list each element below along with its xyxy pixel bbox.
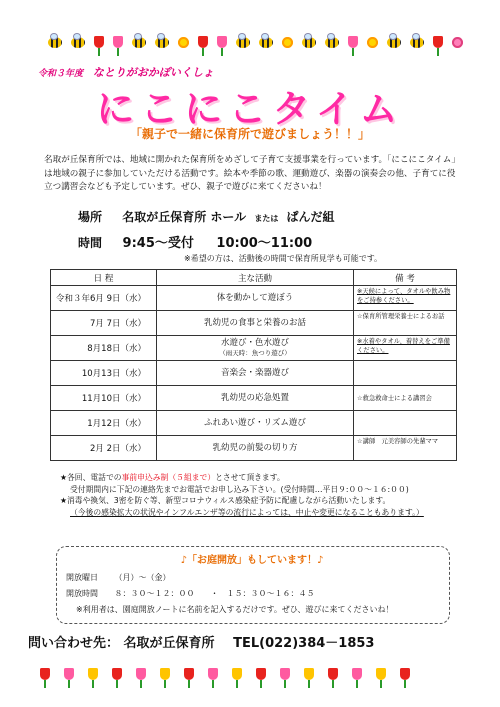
tulip-icon	[376, 668, 386, 680]
tulip-icon	[64, 668, 74, 680]
row-activity	[157, 436, 354, 461]
bee-icon	[155, 37, 169, 48]
table-row	[51, 411, 457, 436]
row-activity	[157, 411, 354, 436]
tulip-icon	[232, 668, 242, 680]
table-row	[51, 436, 457, 461]
bee-icon	[132, 37, 146, 48]
row-activity	[157, 361, 354, 386]
row-activity	[157, 386, 354, 411]
program-name: なとりがおかぽいくしょ	[92, 66, 214, 79]
row-remark	[354, 286, 457, 311]
bee-icon	[71, 37, 85, 48]
row-date: 7月 7日（水）	[51, 311, 157, 336]
table-header-row	[51, 270, 457, 286]
remark-text: ☆保育所管理栄養士によるお話	[357, 313, 445, 320]
notes-block	[60, 472, 470, 518]
row-remark	[354, 336, 457, 361]
note-line: （今後の感染拡大の状況やインフルエンザ等の流行によっては、中止や変更になることもあります。）	[70, 507, 424, 517]
contact-phone: TEL(022)384－1853	[233, 636, 375, 651]
flower-icon	[367, 37, 378, 48]
table-row	[51, 286, 457, 311]
note-highlight: 事前申込み制（５組まで）	[121, 473, 216, 482]
flower-icon	[178, 37, 189, 48]
activity-text: 乳幼児の食事と栄養のお話	[203, 318, 306, 328]
flower-icon	[282, 37, 293, 48]
schedule-table	[50, 269, 457, 461]
remark-text: ※水着やタオル、着替えをご準備ください。	[357, 338, 450, 354]
row-remark	[354, 411, 457, 436]
time-label: 時間	[78, 236, 103, 250]
note-text: とさせて頂きます。	[215, 473, 285, 482]
row-remark: ☆講師 元美容師の先輩ママ	[354, 436, 457, 461]
tulip-icon	[433, 36, 443, 48]
garden-title: ♪「お庭開放」もしています！♪	[180, 555, 324, 566]
tulip-icon	[40, 668, 50, 680]
row-date: 11月10日（水）	[51, 386, 157, 411]
header-activity: 主な活動	[157, 270, 354, 286]
place-alt: ぱんだ組	[286, 210, 335, 224]
time-session: 10:00～11:00	[216, 236, 313, 251]
garden-hours-value: ８：３０～１２：００ ・ １５：３０～１６：４５	[114, 589, 315, 598]
activity-subtext: （雨天時：魚つり遊び）	[219, 349, 291, 357]
time-reception: 9:45～受付	[122, 236, 194, 251]
contact-label: 問い合わせ先：	[28, 636, 120, 651]
note-line	[60, 472, 470, 484]
tulip-icon	[94, 36, 104, 48]
garden-note: ※利用者は、園庭開放ノートに名前を記入するだけです。ぜひ、遊びに来てくださいね！	[76, 605, 394, 614]
tulip-icon	[328, 668, 338, 680]
bottom-decoration	[40, 668, 410, 680]
activity-text: 水遊び・色水遊び	[220, 338, 289, 348]
bee-icon	[259, 37, 273, 48]
row-activity	[157, 336, 354, 361]
tulip-icon	[352, 668, 362, 680]
tulip-icon	[217, 36, 227, 48]
note-line: ★消毒や換気、3密を防ぐ等、新型コロナウィルス感染症予防に配慮しながら活動いたします。	[60, 496, 391, 505]
tulip-icon	[280, 668, 290, 680]
table-row	[51, 311, 457, 336]
garden-days-label: 開放曜日	[66, 573, 98, 582]
intro-text: 名取が丘保育所では、地域に開かれた保育所をめざして子育て支援事業を行っています。「にこにこタイム」は地域の親子に参加していただける活動です。絵本や季節の歌、運動遊び、楽器の演奏会の他、子育てに役立つ講習会なども予定しています。ぜひ、親子で遊びに来てくださいね！	[44, 155, 460, 192]
garden-hours-label: 開放時間	[66, 589, 98, 598]
remark-text: ※天候によって、タオルや飲み物をご持参ください。	[357, 288, 451, 304]
row-activity	[157, 286, 354, 311]
tulip-icon	[348, 36, 358, 48]
tulip-icon	[400, 668, 410, 680]
activity-text: 乳幼児の応急処置	[220, 393, 289, 403]
top-decoration	[48, 36, 463, 48]
time-line	[78, 232, 312, 251]
note-line: 受付期間内に下記の連絡先までお電話でお申し込み下さい。(受付時間…平日９:００～１６:００)	[70, 484, 409, 494]
header-date: 日 程	[51, 270, 157, 286]
tulip-icon	[256, 668, 266, 680]
activity-text: 乳幼児の前髪の切り方	[212, 443, 298, 453]
row-activity	[157, 311, 354, 336]
bee-icon	[48, 37, 62, 48]
note-text: ★各回、電話での	[60, 473, 122, 482]
place-value: 名取が丘保育所 ホール	[122, 210, 247, 224]
row-remark: ☆救急救命士による講習会	[354, 386, 457, 411]
tulip-icon	[208, 668, 218, 680]
place-line	[78, 208, 335, 225]
tulip-icon	[304, 668, 314, 680]
row-remark	[354, 311, 457, 336]
garden-days-value: （月）～（金）	[114, 573, 171, 582]
activity-text: 音楽会・楽器遊び	[220, 368, 289, 378]
tulip-icon	[88, 668, 98, 680]
row-date: 令和３年6月 9日（水）	[51, 286, 157, 311]
flower-icon	[452, 37, 463, 48]
page-title: にこにこタイム	[96, 87, 404, 131]
contact-line	[28, 632, 374, 651]
tulip-icon	[184, 668, 194, 680]
slogan: 「親子で一緒に保育所で遊びましょう！！」	[129, 127, 370, 141]
time-note: ※希望の方は、活動後の時間で保育所見学も可能です。	[184, 254, 383, 263]
activity-text: ふれあい遊び・リズム遊び	[204, 418, 306, 428]
row-date: 8月18日（水）	[51, 336, 157, 361]
table-row	[51, 361, 457, 386]
row-remark	[354, 361, 457, 386]
bee-icon	[302, 37, 316, 48]
garden-hours	[66, 588, 315, 599]
row-date: 10月13日（水）	[51, 361, 157, 386]
tulip-icon	[160, 668, 170, 680]
bee-icon	[387, 37, 401, 48]
tulip-icon	[113, 36, 123, 48]
table-row	[51, 336, 457, 361]
bee-icon	[236, 37, 250, 48]
place-or: または	[254, 214, 279, 223]
activity-text: 体を動かして遊ぼう	[216, 293, 294, 303]
tulip-icon	[198, 36, 208, 48]
place-label: 場所	[78, 210, 103, 224]
contact-name: 名取が丘保育所	[123, 636, 215, 651]
table-row	[51, 386, 457, 411]
row-date: 2月 2日（水）	[51, 436, 157, 461]
tulip-icon	[112, 668, 122, 680]
garden-days	[66, 572, 171, 583]
tulip-icon	[136, 668, 146, 680]
header-remark: 備 考	[354, 270, 457, 286]
fiscal-year: 令和３年度	[38, 69, 84, 79]
bee-icon	[325, 37, 339, 48]
bee-icon	[410, 37, 424, 48]
row-date: 1月12日（水）	[51, 411, 157, 436]
